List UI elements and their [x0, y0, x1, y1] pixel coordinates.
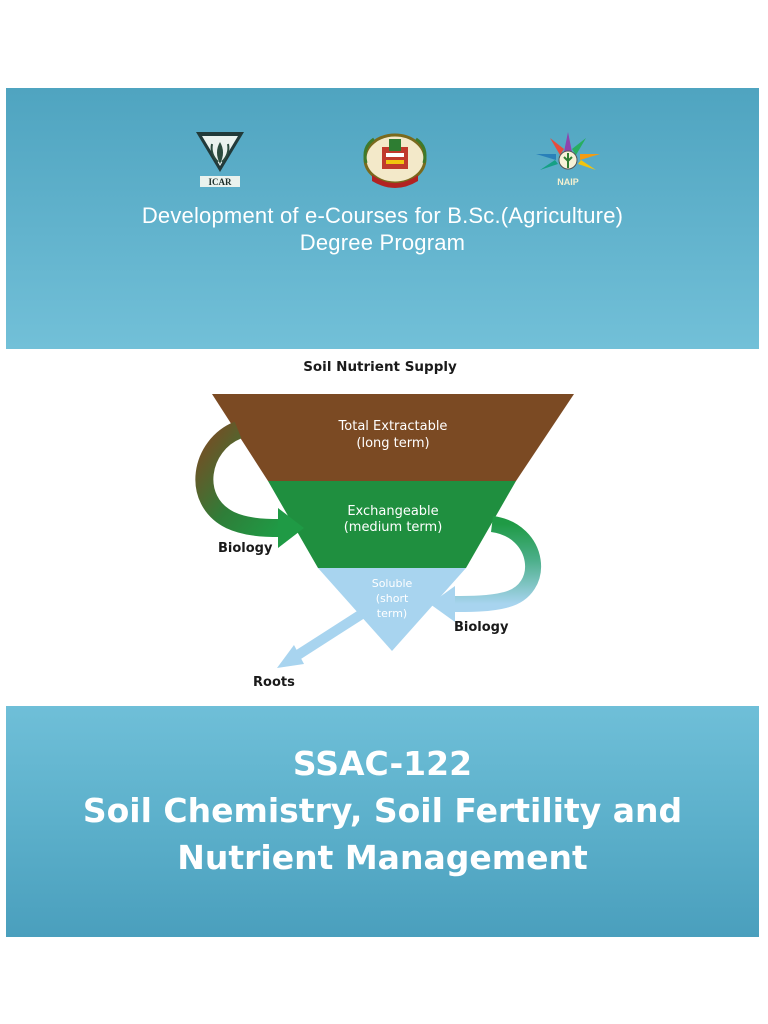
layer-3-label-line-3: term): [376, 607, 408, 620]
naip-logo-text: NAIP: [557, 177, 579, 187]
biology-left-label: Biology: [218, 541, 273, 556]
icar-logo-text: ICAR: [208, 177, 232, 187]
layer-3-label-line-1: Soluble: [371, 577, 413, 590]
roots-label: Roots: [253, 675, 295, 690]
course-code: SSAC-122: [292, 744, 473, 783]
layer-1-label-line-1: Total Extractable: [338, 419, 448, 434]
header-line-1: Development of e-Courses for B.Sc.(Agriculture): [141, 203, 624, 228]
layer-2-label-line-2: (medium term): [343, 520, 443, 535]
course-title-line-2: Nutrient Management: [177, 838, 588, 877]
biology-right-label: Biology: [454, 620, 509, 635]
header-line-2: Degree Program: [299, 230, 466, 255]
layer-2-label-line-1: Exchangeable: [347, 504, 439, 519]
layer-1-label-line-2: (long term): [356, 436, 430, 451]
diagram-title: Soil Nutrient Supply: [303, 359, 457, 375]
course-title-line-1: Soil Chemistry, Soil Fertility and: [82, 791, 683, 830]
layer-3-label-line-2: (short: [375, 592, 409, 605]
